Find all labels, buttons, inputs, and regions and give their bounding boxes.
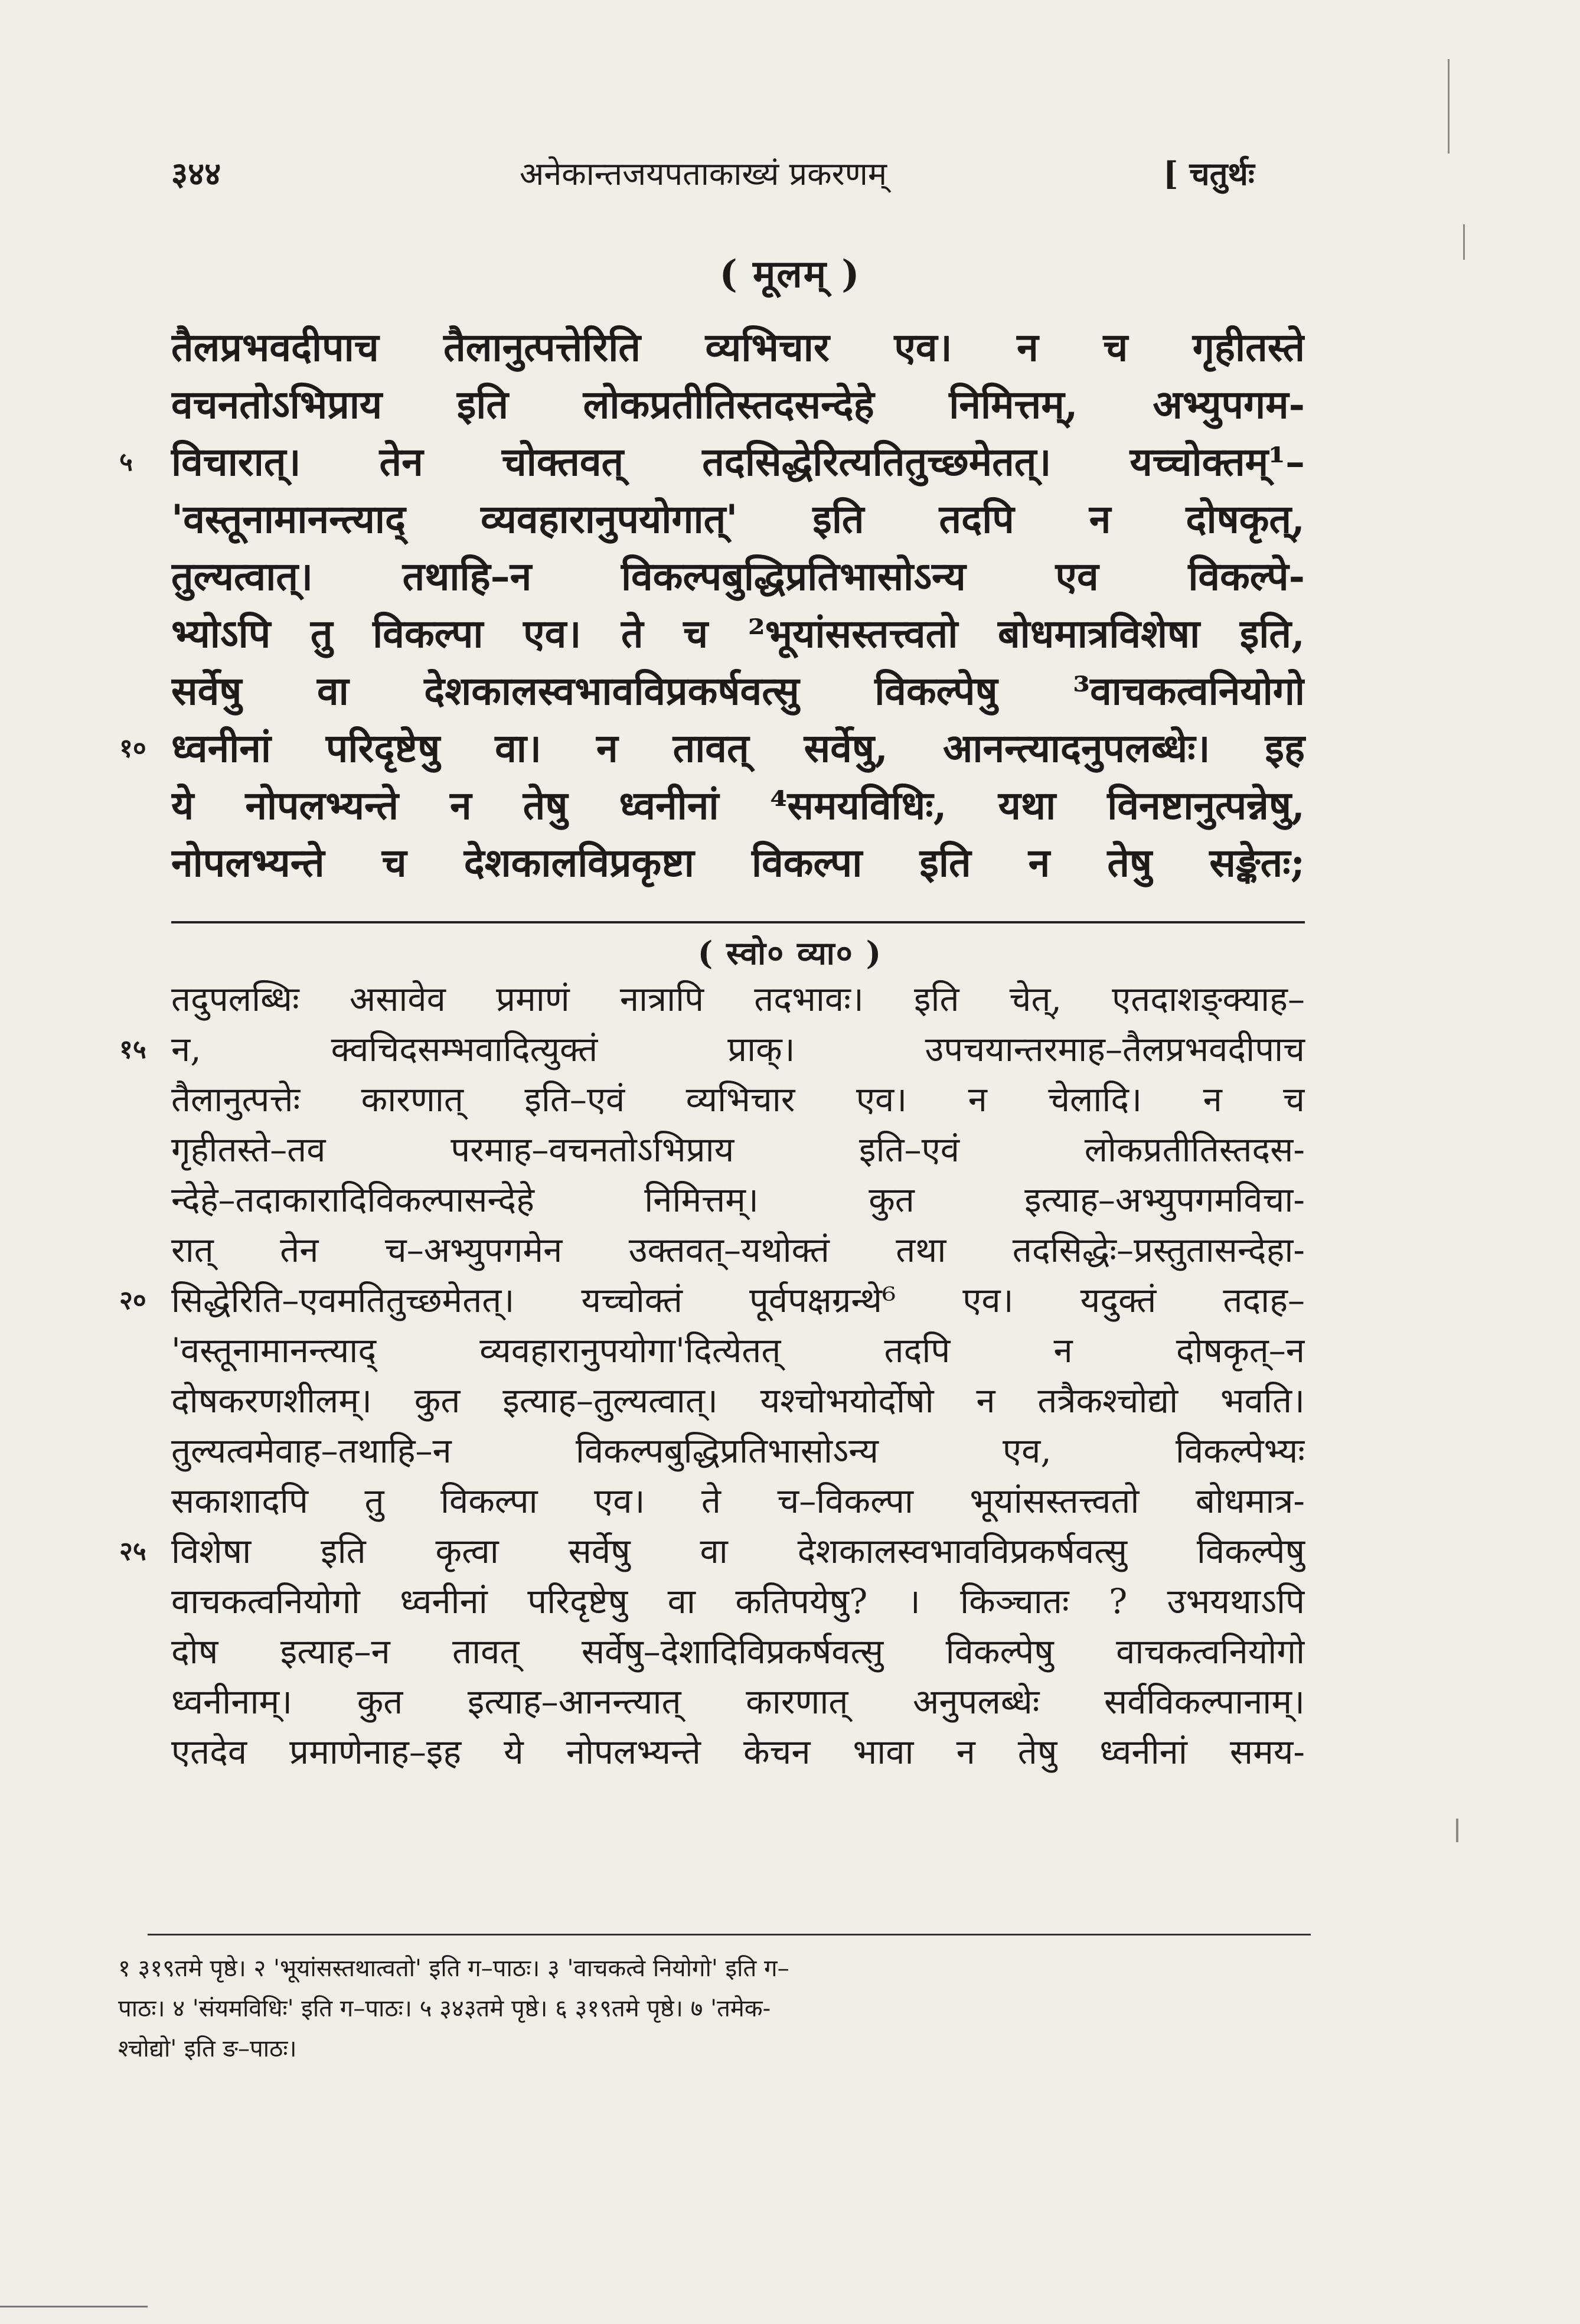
commentary-line: [171, 1175, 1305, 1225]
line-text: सकाशादपि तु विकल्पा एव। ते च–विकल्पा भूयांसस्तत्त्वतो बोधमात्र-: [171, 1481, 1305, 1521]
line-text: वचनतोऽभिप्राय इति लोकप्रतीतिस्तदसन्देहे निमित्तम्, अभ्युपगम-: [171, 381, 1305, 427]
line-text: भ्योऽपि तु विकल्पा एव। ते च ²भूयांसस्तत्त्वतो बोधमात्रविशेषा इति,: [171, 611, 1305, 657]
commentary-line: [171, 1627, 1305, 1677]
line-text: गृहीतस्ते–तव परमाह–वचनतोऽभिप्राय इति–एवं लोकप्रतीतिस्तदस-: [171, 1130, 1305, 1170]
line-text: 'वस्तूनामानन्त्याद् व्यवहारानुपयोगात्' इति तदपि न दोषकृत्,: [171, 496, 1305, 542]
line-number: १०: [119, 733, 146, 763]
line-text: रात् तेन च–अभ्युपगमेन उक्तवत्–यथोक्तं तथा तदसिद्धेः–प्रस्तुतासन्देहा-: [171, 1230, 1305, 1270]
line-number: २०: [119, 1285, 146, 1316]
line-text: नोपलभ्यन्ते च देशकालविप्रकृष्टा विकल्पा इति न तेषु सङ्केतः;: [171, 840, 1305, 886]
commentary-line: [171, 1727, 1305, 1777]
line-text: विशेषा इति कृत्वा सर्वेषु वा देशकालस्वभावविप्रकर्षवत्सु विकल्पेषु: [171, 1531, 1305, 1571]
commentary-line: [119, 1275, 1305, 1326]
scan-edge-mark: [1463, 224, 1465, 260]
footnote-line: पाठः। ४ 'संयमविधिः' इति ग–पाठः। ५ ३४३तमे पृष्ठे। ६ ३१९तमे पृष्ठे। ७ 'तमेक-: [118, 1995, 771, 2022]
mula-heading: ( मूलम् ): [719, 252, 861, 296]
line-text: तुल्यत्वात्। तथाहि–न विकल्पबुद्धिप्रतिभासोऽन्य एव विकल्पे-: [171, 553, 1305, 599]
line-text: ध्वनीनाम्। कुत इत्याह–आनन्त्यात् कारणात् अनुपलब्धेः सर्वविकल्पानाम्।: [171, 1682, 1305, 1722]
line-text: दोष इत्याह–न तावत् सर्वेषु–देशादिविप्रकर्षवत्सु विकल्पेषु वाचकत्वनियोगो: [171, 1631, 1305, 1672]
commentary-line: [171, 1677, 1305, 1727]
mula-line: [171, 605, 1305, 662]
mula-line: [171, 834, 1305, 892]
page-number: ३४४: [171, 155, 221, 192]
scan-edge-mark: [1456, 1819, 1458, 1842]
footnote-line: श्चोद्यो' इति ङ–पाठः।: [118, 2035, 297, 2062]
line-text: ये नोपलभ्यन्ते न तेषु ध्वनीनां ⁴समयविधिः, यथा विनष्टानुत्पन्नेषु,: [171, 782, 1305, 828]
scan-bottom-rule: [0, 2306, 148, 2307]
mula-line: [171, 662, 1305, 720]
commentary-line: [171, 1326, 1305, 1376]
line-number: २५: [119, 1536, 146, 1566]
chapter-label: [ चतुर्थः: [1163, 155, 1255, 192]
commentary-line: [171, 1426, 1305, 1476]
commentary-text-block: [119, 974, 1305, 1777]
section-divider: [171, 921, 1305, 923]
line-text: वाचकत्वनियोगो ध्वनीनां परिदृष्टेषु वा कतिपयेषु? । किञ्चातः ? उभयथाऽपि: [171, 1581, 1305, 1621]
scan-edge-mark: [1448, 59, 1450, 154]
footnote-divider: [148, 1934, 1311, 1935]
mula-line: [171, 548, 1305, 605]
commentary-line: [171, 1125, 1305, 1175]
line-text: विचारात्। तेन चोक्तवत् तदसिद्धेरित्यतितुच्छमेतत्। यच्चोक्तम्¹–: [171, 439, 1305, 485]
commentary-line: [171, 1225, 1305, 1275]
mula-line: [119, 720, 1305, 777]
running-title: अनेकान्तजयपताकाख्यं प्रकरणम्: [520, 155, 887, 192]
mula-line: [171, 777, 1305, 834]
page-header: [171, 151, 1293, 210]
line-text: दोषकरणशीलम्। कुत इत्याह–तुल्यत्वात्। यश्चोभयोर्दोषो न तत्रैकश्चोद्यो भवति।: [171, 1380, 1305, 1421]
line-text: तैलानुत्पत्तेः कारणात् इति–एवं व्यभिचार एव। न चेलादि। न च: [171, 1079, 1305, 1119]
line-text: न्देहे–तदाकारादिविकल्पासन्देहे निमित्तम्। कुत इत्याह–अभ्युपगमविचा-: [171, 1180, 1305, 1220]
mula-line: [171, 376, 1305, 433]
mula-line: [171, 319, 1305, 376]
commentary-line: [171, 974, 1305, 1024]
footnotes: [118, 1948, 1275, 2069]
commentary-line: [171, 1075, 1305, 1125]
commentary-line: [171, 1476, 1305, 1526]
line-text: सर्वेषु वा देशकालस्वभावविप्रकर्षवत्सु विकल्पेषु ³वाचकत्वनियोगो: [171, 668, 1305, 714]
line-text: एतदेव प्रमाणेनाह–इह ये नोपलभ्यन्ते केचन भावा न तेषु ध्वनीनां समय-: [171, 1732, 1305, 1772]
line-text: तुल्यत्वमेवाह–तथाहि–न विकल्पबुद्धिप्रतिभासोऽन्य एव, विकल्पेभ्यः: [171, 1431, 1305, 1471]
mula-line: [171, 491, 1305, 548]
commentary-line: [119, 1526, 1305, 1576]
line-text: तदुपलब्धिः असावेव प्रमाणं नात्रापि तदभावः। इति चेत्, एतदाशङ्क्याह–: [171, 979, 1305, 1019]
line-text: तैलप्रभवदीपाच तैलानुत्पत्तेरिति व्यभिचार एव। न च गृहीतस्ते: [171, 324, 1305, 370]
commentary-line: [171, 1576, 1305, 1627]
mula-text-block: [119, 319, 1305, 892]
line-text: 'वस्तूनामानन्त्याद् व्यवहारानुपयोगा'दित्येतत् तदपि न दोषकृत्–न: [171, 1330, 1305, 1370]
line-number: ५: [119, 447, 133, 477]
line-text: न, क्वचिदसम्भवादित्युक्तं प्राक्। उपचयान्तरमाह–तैलप्रभवदीपाच: [171, 1029, 1305, 1069]
line-number: १५: [119, 1034, 146, 1065]
commentary-heading: ( स्वो० व्या० ): [697, 934, 883, 972]
mula-line: [119, 433, 1305, 491]
commentary-line: [171, 1376, 1305, 1426]
line-text: सिद्धेरिति–एवमतितुच्छमेतत्। यच्चोक्तं पूर्वपक्षग्रन्थे⁶ एव। यदुक्तं तदाह–: [171, 1280, 1305, 1320]
line-text: ध्वनीनां परिदृष्टेषु वा। न तावत् सर्वेषु, आनन्त्यादनुपलब्धेः। इह: [171, 725, 1305, 771]
commentary-line: [119, 1024, 1305, 1075]
footnote-line: १ ३१९तमे पृष्ठे। २ 'भूयांसस्तथात्वतो' इति ग–पाठः। ३ 'वाचकत्वे नियोगो' इति ग–: [118, 1955, 789, 1982]
